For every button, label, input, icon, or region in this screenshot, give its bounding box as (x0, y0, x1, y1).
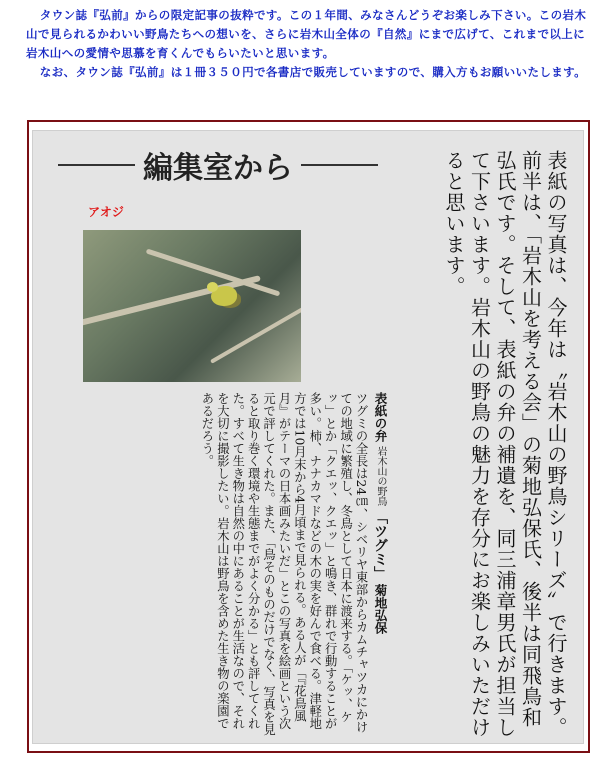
article-heading (58, 141, 378, 189)
column-title: 表紙の弁 (373, 392, 388, 442)
intro-paragraph-1: タウン誌『弘前』からの限定記事の抜粋です。この１年間、みなさんどうぞお楽しみ下さい。この岩木山で見られるかわいい野鳥たちへの想いを、さらに岩木山全体の『自然』にまで広げて、これまで以上に岩木山への愛情や思慕を育くんでもらいたいと思います。 (26, 8, 587, 60)
editorial-main-text: 表紙の写真は、今年は〝岩木山の野鳥シリーズ〟で行きます。前半は、「岩木山を考える会」の菊地弘保氏、後半は同飛鳥和弘氏です。そして、表紙の弁の補遺を、同三浦章男氏が担当して下さいます。岩木山の野鳥の魅力を存分にお楽しみいただけると思います。 (442, 150, 568, 738)
column-bird-name: 「ツグミ」 (372, 509, 388, 580)
column-title-block (368, 392, 390, 742)
column-author: 菊地弘保 (373, 583, 388, 634)
heading-text: 編集室から (143, 151, 293, 186)
heading-rule-left (58, 164, 135, 166)
intro-notice (26, 6, 592, 82)
intro-paragraph-2: なお、タウン誌『弘前』は１冊３５０円で各書店で販売していますので、購入方もお願いいたします。 (39, 65, 587, 79)
photo-caption: アオジ (88, 205, 124, 219)
column-body-text: ツグミの全長は24㎝、シベリヤ東部からカムチャツカにかけての地域に繁殖し、冬鳥として日本に渡来する。「ケッ、ケッ」とか「クエッ、クエッ」と鳴き、群れで行動することが多い。柿、ナナカマドなどの木の実を好んで食べる。津軽地方では10月末から4月頃まで見られる。ある人が「『花鳥風月』がテーマの日本画みたいだ」とこの写真を絵画という次元で評してくれた。また、「鳥そのものだけでなく、写真を見ると取り巻く環境や生態までがよく分かる」とも評してくれた。すべて生き物は自然の中にあることが生活なので、それを大切に撮影したい。岩木山は野鳥を含めた生き物の楽園であるだろう。 (199, 392, 368, 736)
heading-rule-right (301, 164, 378, 166)
branch (210, 300, 301, 363)
bird-photo (83, 230, 301, 382)
bird-head (207, 282, 218, 292)
column-subtitle: 岩木山の野鳥 (375, 445, 386, 506)
